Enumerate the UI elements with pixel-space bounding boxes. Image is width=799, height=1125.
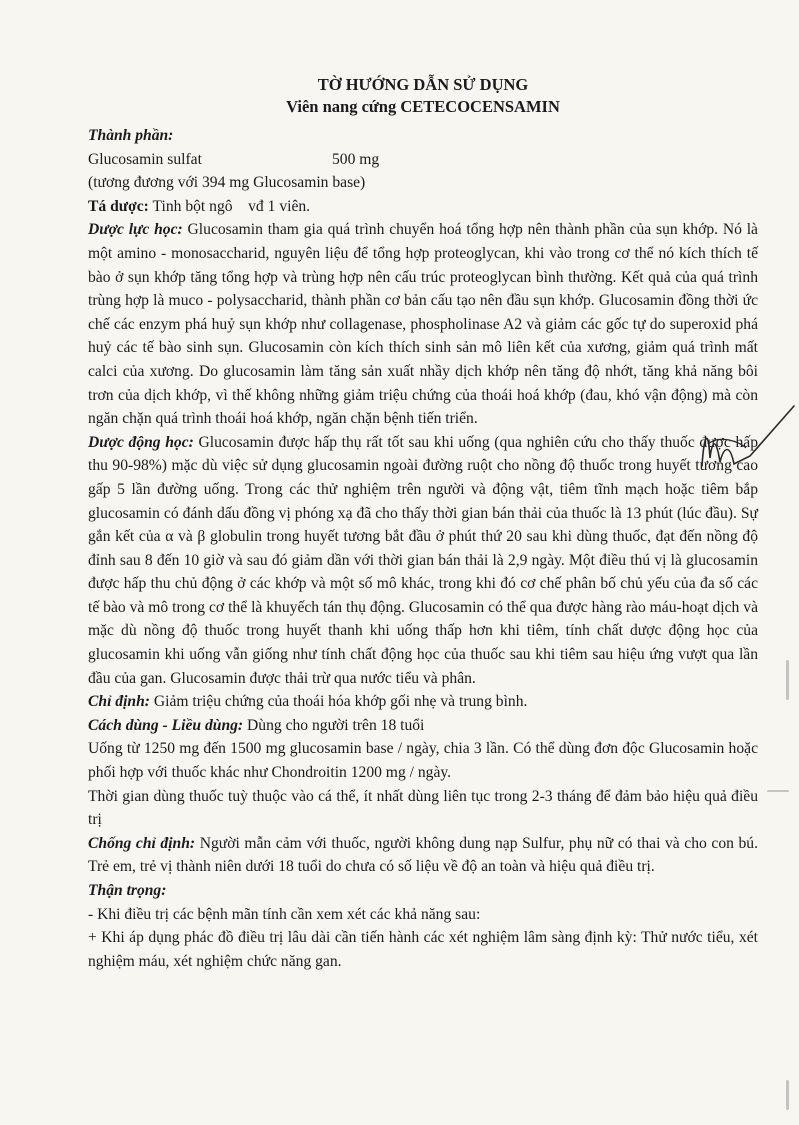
ingredient-name: Glucosamin sulfat <box>88 150 202 168</box>
indications-text: Giảm triệu chứng của thoái hóa khớp gối nhẹ và trung bình. <box>153 693 528 711</box>
excipient-line <box>88 195 758 219</box>
pharmacokinetics-text: Glucosamin được hấp thụ rất tốt sau khi uống (qua nghiên cứu cho thấy thuốc được hấp thu 90-98%) mặc dù việc sử dụng glucosamin ngoài đường ruột cho nồng độ thuốc trong huyết tương cao gấp 5 lần đường uống. Trong các thử nghiệm trên người và động vật, tiêm tĩnh mạch hoặc tiêm bắp glucosamin có đánh dấu đồng vị phóng xạ đã cho thấy thời gian bán thải của thuốc là 13 phút (lúc đầu). Sự gắn kết của α và β globulin trong huyết tương bắt đầu ở phút thứ 20 sau khi dùng thuốc, đạt đến nồng độ đỉnh sau 8 đến 10 giờ và sau đó giảm dần với thời gian bán thải là 2,9 ngày. Một điều thú vị là glucosamin được hấp thu chủ động ở các khớp và một số mô khác, trong khi đó cơ chế phân bố chủ yếu của đa số các tế bào và mô trong cơ thể là khuyếch tán thụ động. Glucosamin có thể qua được hàng rào máu-hoạt dịch và mặc dù nồng độ thuốc trong huyết thanh khi uống thấp hơn khi tiêm, tính chất dược động học của glucosamin khi uống vẫn giống như tính chất động học của thuốc sau khi tiêm sau hiệu ứng vượt qua lần đầu của gan. Glucosamin được thải trừ qua nước tiểu và phân. <box>88 433 758 687</box>
scan-artifact <box>786 1080 789 1110</box>
precautions-line-1: - Khi điều trị các bệnh mãn tính cần xem xét các khả năng sau: <box>88 905 481 923</box>
ingredient-amount: 500 mg <box>332 150 380 168</box>
scan-artifact <box>767 790 789 792</box>
ingredient-equivalent: (tương đương với 394 mg Glucosamin base) <box>88 174 366 192</box>
dosage-section <box>88 714 758 738</box>
precautions-heading: Thận trọng: <box>88 882 167 899</box>
contraindications-text: Người mẫn cảm với thuốc, người không dung nạp Sulfur, phụ nữ có thai và cho con bú. Trẻ em, trẻ vị thành niên dưới 18 tuổi do chưa có số liệu về độ an toàn và hiệu quả điều trị. <box>88 834 758 876</box>
contraindications-heading: Chống chỉ định: <box>88 834 196 852</box>
contraindications-section <box>88 832 758 879</box>
signature-mark <box>690 396 799 516</box>
dosage-line-1: Uống từ 1250 mg đến 1500 mg glucosamin base / ngày, chia 3 lần. Có thể dùng đơn độc Glucosamin hoặc phối hợp với thuốc khác như Chondroitin 1200 mg / ngày. <box>88 740 758 782</box>
pharmacokinetics-heading: Dược động học: <box>88 433 194 451</box>
document-subtitle: Viên nang cứng CETECOCENSAMIN <box>286 97 560 116</box>
scan-artifact <box>786 660 789 700</box>
document-body <box>88 74 758 973</box>
document-title: TỜ HƯỚNG DẪN SỬ DỤNG <box>317 75 529 94</box>
pharmacodynamics-heading: Dược lực học: <box>88 221 183 239</box>
composition-heading: Thành phần: <box>88 127 174 144</box>
dosage-line-2: Thời gian dùng thuốc tuỳ thuộc vào cá thể, ít nhất dùng liên tục trong 2-3 tháng để đảm bảo hiệu quả điều trị <box>88 787 758 829</box>
pharmacodynamics-text: Glucosamin tham gia quá trình chuyển hoá tổng hợp nên thành phần của sụn khớp. Nó là một amino - monosaccharid, nguyên liệu để tổng hợp proteoglycan, khi vào trong cơ thể nó kích thích tế bào ở sụn khớp tăng tổng hợp và trùng hợp nên cấu trúc proteoglycan bình thường. Kết quả của quá trình trùng hợp là muco - polysaccharid, thành phần cơ bản cấu tạo nên đầu sụn khớp. Glucosamin đồng thời ức chế các enzym phá huỷ sụn khớp như collagenase, phospholinase A2 và giảm các gốc tự do superoxid phá huỷ các tế bào sinh sụn. Glucosamin còn kích thích sinh sản mô liên kết của xương, giảm quá trình mất calci của xương. Do glucosamin làm tăng sản xuất nhầy dịch khớp nên tăng độ nhớt, tăng khả năng bôi trơn của dịch khớp, vì thế không những giảm triệu chứng của thoái hoá khớp (đau, khó vận động) mà còn ngăn chặn quá trình thoái hoá khớp, ngăn chặn bệnh tiến triển. <box>88 221 758 428</box>
composition-section <box>88 124 758 218</box>
indications-heading: Chỉ định: <box>88 693 150 711</box>
pharmacodynamics-section <box>88 218 758 430</box>
dosage-intro: Dùng cho người trên 18 tuổi <box>247 716 425 734</box>
pharmacokinetics-section <box>88 431 758 691</box>
precautions-line-2: + Khi áp dụng phác đồ điều trị lâu dài cần tiến hành các xét nghiệm lâm sàng định kỳ: Thử nước tiểu, xét nghiệm máu, xét nghiệm chức năng gan. <box>88 929 758 970</box>
dosage-heading: Cách dùng - Liều dùng: <box>88 716 244 734</box>
excipient-text: Tinh bột ngô vđ 1 viên. <box>152 197 311 215</box>
excipient-label: Tá dược: <box>88 197 149 215</box>
ingredient-row <box>88 148 758 172</box>
indications-section <box>88 690 758 714</box>
